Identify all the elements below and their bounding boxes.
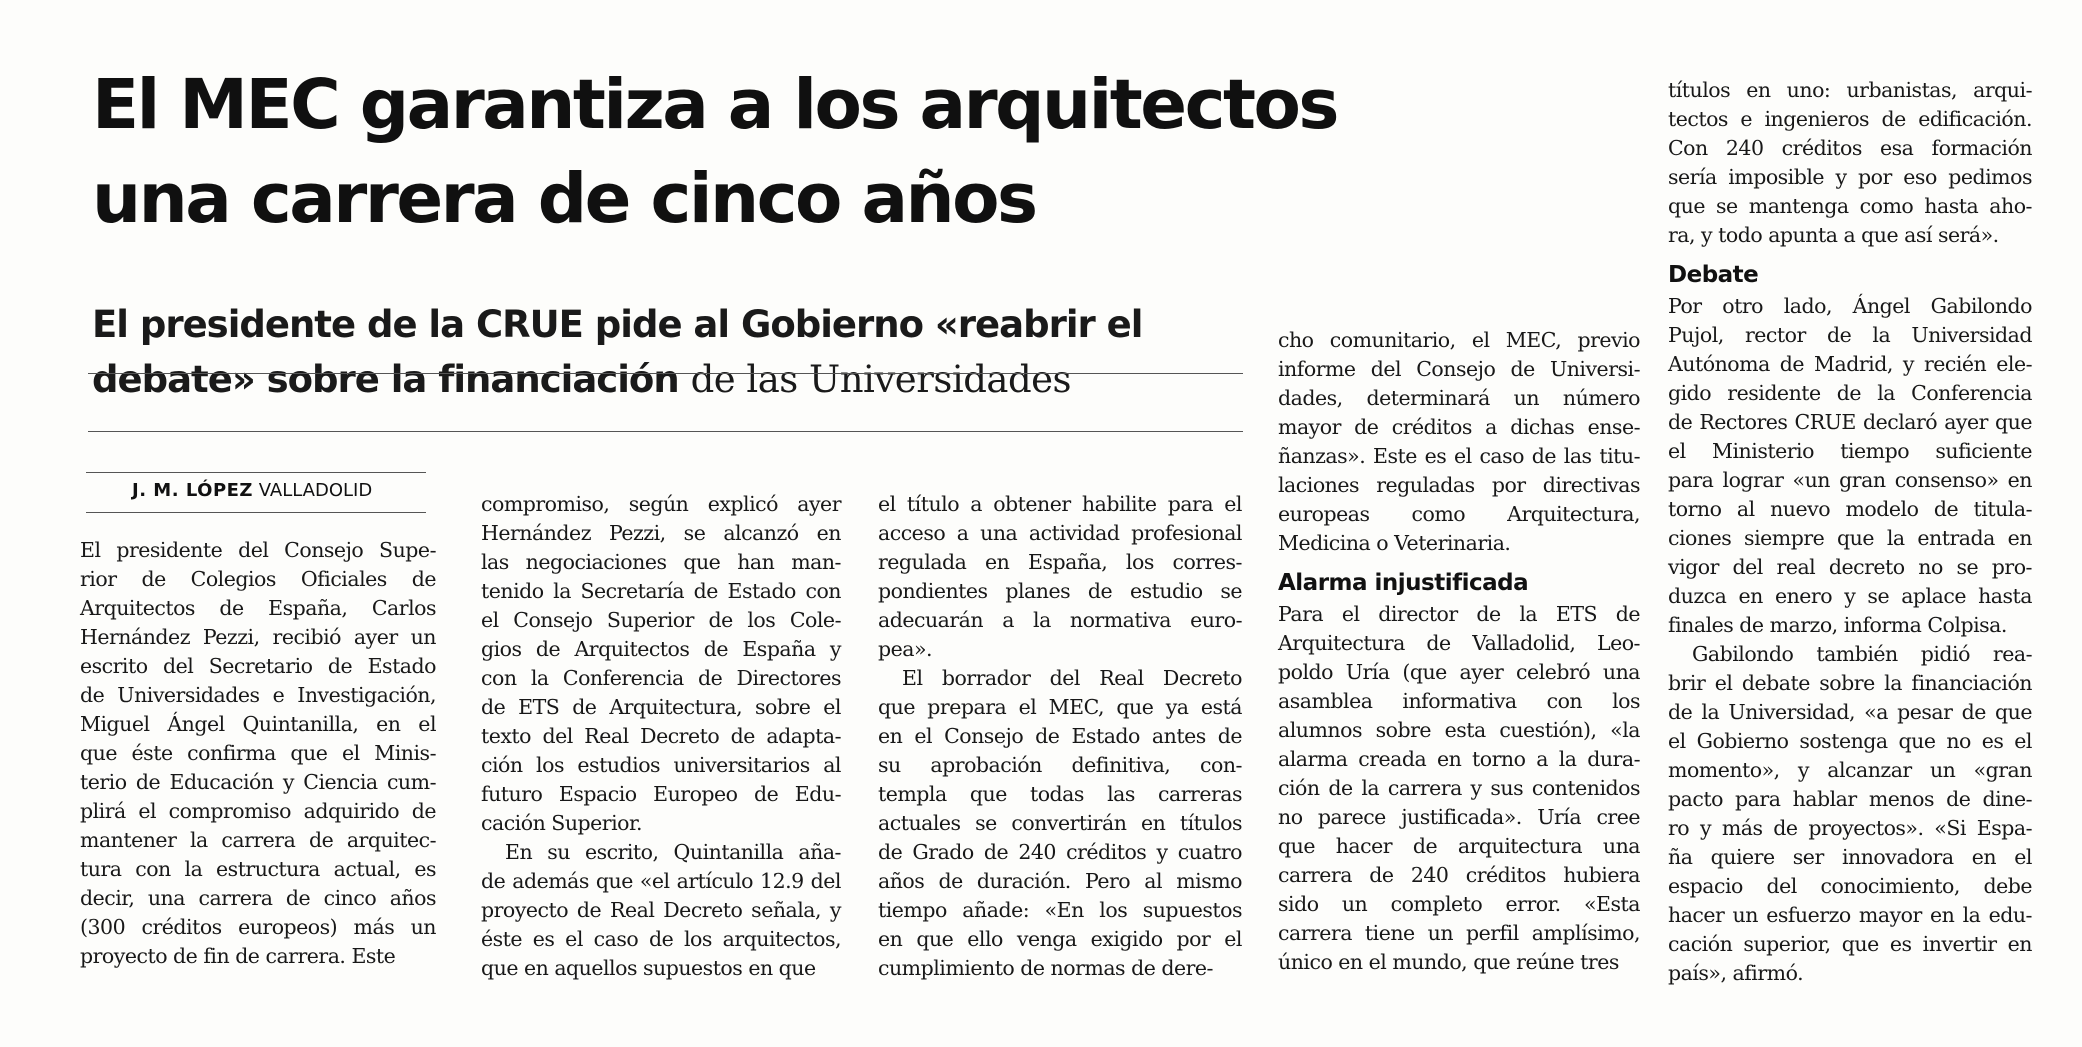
article-text-line: Por otro lado, Ángel Gabilondo <box>1668 294 2032 318</box>
article-text-line: terio de Educación y Ciencia cum- <box>80 770 436 794</box>
article-text-line: con la Conferencia de Directores <box>481 666 841 690</box>
article-column-3 <box>878 490 1242 983</box>
article-text-line: mayor de créditos a dichas ense- <box>1278 415 1640 439</box>
article-text-line: acceso a una actividad profesional <box>878 521 1242 545</box>
article-text-line: templa que todas las carreras <box>878 782 1242 806</box>
article-text-line: único en el mundo, que reúne tres <box>1278 950 1619 974</box>
article-text-line: Gabilondo también pidió rea- <box>1692 642 2032 666</box>
article-text-line: El borrador del Real Decreto <box>902 666 1242 690</box>
article-text-line: de la Universidad, «a pesar de que <box>1668 700 2032 724</box>
article-text-line: cación Superior. <box>481 811 643 835</box>
article-text-line: hacer un esfuerzo mayor en la edu- <box>1668 903 2032 927</box>
article-text-line: El presidente del Consejo Supe- <box>80 538 436 562</box>
subheadline <box>92 297 1252 407</box>
article-text-line: el título a obtener habilite para el <box>878 492 1242 516</box>
article-text-line: el Ministerio tiempo suficiente <box>1668 439 2032 463</box>
article-text-line: pea». <box>878 637 933 661</box>
article-text-line: que prepara el MEC, que ya está <box>878 695 1242 719</box>
section-heading: Debate <box>1668 262 1759 288</box>
article-text-line: pondientes planes de estudio se <box>878 579 1242 603</box>
article-text-line: ción de la carrera y sus contenidos <box>1278 776 1640 800</box>
article-text-line: poldo Uría (que ayer celebró una <box>1278 660 1640 684</box>
headline-line-1: El MEC garantiza a los arquitectos <box>92 65 1337 145</box>
article-text-line: que se mantenga como hasta aho- <box>1668 194 2032 218</box>
subheadline-line-2 <box>92 352 1252 407</box>
article-text-line: el Consejo Superior de los Cole- <box>481 608 841 632</box>
article-text-line: laciones reguladas por directivas <box>1278 473 1640 497</box>
article-text-line: texto del Real Decreto de adapta- <box>481 724 841 748</box>
subheadline-rule-2 <box>88 431 1243 432</box>
article-text-line: proyecto de fin de carrera. Este <box>80 944 396 968</box>
article-text-line: títulos en uno: urbanistas, arqui- <box>1668 78 2032 102</box>
article-text-line: tenido la Secretaría de Estado con <box>481 579 841 603</box>
article-text-line: ra, y todo apunta a que así será». <box>1668 223 1999 247</box>
article-text-line: futuro Espacio Europeo de Edu- <box>481 782 841 806</box>
article-text-line: Miguel Ángel Quintanilla, en el <box>80 712 436 736</box>
article-text-line: cumplimiento de normas de dere- <box>878 956 1213 980</box>
article-text-line: ciones siempre que la entrada en <box>1668 526 2032 550</box>
article-text-line: el Gobierno sostenga que no es el <box>1668 729 2032 753</box>
article-text-line: de Universidades e Investigación, <box>80 683 436 707</box>
article-text-line: rior de Colegios Oficiales de <box>80 567 436 591</box>
article-text-line: en que ello venga exigido por el <box>878 927 1242 951</box>
article-text-line: decir, una carrera de cinco años <box>80 886 436 910</box>
article-text-line: de ETS de Arquitectura, sobre el <box>481 695 841 719</box>
article-column-1 <box>80 536 436 971</box>
article-text-line: Hernández Pezzi, se alcanzó en <box>481 521 841 545</box>
article-text-line: que en aquellos supuestos en que <box>481 956 816 980</box>
article-text-line: ña quiere ser innovadora en el <box>1668 845 2032 869</box>
article-text-line: cho comunitario, el MEC, previo <box>1278 328 1640 352</box>
article-text-line: años de duración. Pero al mismo <box>878 869 1242 893</box>
byline-rule-top <box>86 472 426 473</box>
article-column-2 <box>481 490 841 983</box>
article-text-line: adecuarán a la normativa euro- <box>878 608 1242 632</box>
article-text-line: tiempo añade: «En los supuestos <box>878 898 1242 922</box>
byline-author: J. M. LÓPEZ <box>132 480 253 501</box>
article-text-line: informe del Consejo de Universi- <box>1278 357 1640 381</box>
article-column-5 <box>1668 76 2032 988</box>
article-text-line: Medicina o Veterinaria. <box>1278 531 1511 555</box>
article-text-line: tectos e ingenieros de edificación. <box>1668 107 2032 131</box>
article-text-line: sería imposible y por eso pedimos <box>1668 165 2032 189</box>
article-text-line: espacio del conocimiento, debe <box>1668 874 2032 898</box>
article-text-line: regulada en España, los corres- <box>878 550 1242 574</box>
article-text-line: asamblea informativa con los <box>1278 689 1640 713</box>
article-text-line: mantener la carrera de arquitec- <box>80 828 436 852</box>
article-text-line: de además que «el artículo 12.9 del <box>481 869 841 893</box>
article-text-line: vigor del real decreto no se pro- <box>1668 555 2032 579</box>
article-text-line: ción los estudios universitarios al <box>481 753 841 777</box>
article-text-line: tura con la estructura actual, es <box>80 857 436 881</box>
article-text-line: que hacer de arquitectura una <box>1278 834 1640 858</box>
article-text-line: proyecto de Real Decreto señala, y <box>481 898 841 922</box>
byline-location: VALLADOLID <box>258 480 373 501</box>
article-text-line: finales de marzo, informa Colpisa. <box>1668 613 2007 637</box>
byline <box>132 480 372 501</box>
article-text-line: brir el debate sobre la financiación <box>1668 671 2032 695</box>
article-text-line: (300 créditos europeos) más un <box>80 915 436 939</box>
article-text-line: sido un completo error. «Esta <box>1278 892 1640 916</box>
article-text-line: éste es el caso de los arquitectos, <box>481 927 841 951</box>
article-text-line: no parece justificada». Uría cree <box>1278 805 1640 829</box>
article-text-line: gios de Arquitectos de España y <box>481 637 841 661</box>
section-heading: Alarma injustificada <box>1278 570 1529 596</box>
article-column-4 <box>1278 326 1640 977</box>
article-text-line: Hernández Pezzi, recibió ayer un <box>80 625 436 649</box>
subheadline-light-part: de las Universidades <box>690 358 1072 401</box>
article-text-line: torno al nuevo modelo de titula- <box>1668 497 2032 521</box>
article-text-line: duzca en enero y se aplace hasta <box>1668 584 2032 608</box>
article-text-line: de Grado de 240 créditos y cuatro <box>878 840 1242 864</box>
article-text-line: carrera de 240 créditos hubiera <box>1278 863 1640 887</box>
article-text-line: de Rectores CRUE declaró ayer que <box>1668 410 2032 434</box>
article-text-line: para lograr «un gran consenso» en <box>1668 468 2032 492</box>
article-text-line: europeas como Arquitectura, <box>1278 502 1640 526</box>
article-text-line: carrera tiene un perfil amplísimo, <box>1278 921 1640 945</box>
article-text-line: dades, determinará un número <box>1278 386 1640 410</box>
article-text-line: Autónoma de Madrid, y recién ele- <box>1668 352 2032 376</box>
article-text-line: actuales se convertirán en títulos <box>878 811 1242 835</box>
article-text-line: las negociaciones que han man- <box>481 550 841 574</box>
article-text-line: país», afirmó. <box>1668 961 1804 985</box>
article-text-line: que éste confirma que el Minis- <box>80 741 436 765</box>
article-text-line: Arquitectos de España, Carlos <box>80 596 436 620</box>
article-text-line: Con 240 créditos esa formación <box>1668 136 2032 160</box>
headline-line-2: una carrera de cinco años <box>92 159 1036 239</box>
article-text-line: alarma creada en torno a la dura- <box>1278 747 1640 771</box>
subheadline-bold-part: debate» sobre la financiación <box>92 358 679 401</box>
article-text-line: ñanzas». Este es el caso de las titu- <box>1278 444 1640 468</box>
headline <box>92 58 1652 246</box>
article-text-line: plirá el compromiso adquirido de <box>80 799 436 823</box>
article-text-line: alumnos sobre esta cuestión), «la <box>1278 718 1640 742</box>
article-text-line: ro y más de proyectos». «Si Espa- <box>1668 816 2032 840</box>
article-text-line: compromiso, según explicó ayer <box>481 492 841 516</box>
article-text-line: su aprobación definitiva, con- <box>878 753 1242 777</box>
article-text-line: Arquitectura de Valladolid, Leo- <box>1278 631 1640 655</box>
article-text-line: En su escrito, Quintanilla aña- <box>505 840 841 864</box>
article-text-line: Pujol, rector de la Universidad <box>1668 323 2032 347</box>
article-text-line: escrito del Secretario de Estado <box>80 654 436 678</box>
article-text-line: en el Consejo de Estado antes de <box>878 724 1242 748</box>
article-text-line: pacto para hablar menos de dine- <box>1668 787 2032 811</box>
article-text-line: momento», y alcanzar un «gran <box>1668 758 2032 782</box>
article-text-line: gido residente de la Conferencia <box>1668 381 2032 405</box>
article-text-line: Para el director de la ETS de <box>1278 602 1640 626</box>
subheadline-line-1: El presidente de la CRUE pide al Gobierno «reabrir el <box>92 303 1143 346</box>
article-text-line: cación superior, que es invertir en <box>1668 932 2032 956</box>
subheadline-rule-1 <box>88 373 1243 374</box>
byline-rule-bottom <box>86 512 426 513</box>
